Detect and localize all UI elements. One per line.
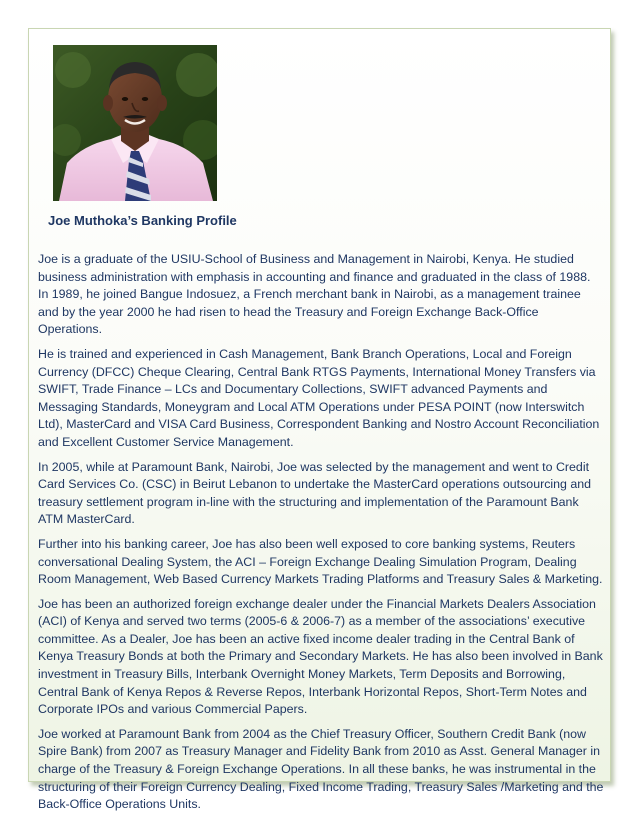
profile-photo xyxy=(53,45,217,201)
profile-title: Joe Muthoka’s Banking Profile xyxy=(48,213,237,228)
paragraph-training: He is trained and experienced in Cash Management, Bank Branch Operations, Local and Foreign Currency (DFCC) Cheque Clearing, Central Bank RTGS Payments, International Money Transfers via SWIFT, Trade Finance – LCs and Documentary Collections, SWIFT advanced Payments and Messaging Standards, Moneygram and Local ATM Operations under PESA POINT (now Interswitch Ltd), MasterCard and VISA Card Business, Correspondent Banking and Nostro Account Reconciliation and Excellent Customer Service Management. xyxy=(38,346,600,449)
profile-body xyxy=(38,251,604,821)
paragraph-dealer: Joe has been an authorized foreign exchange dealer under the Financial Markets Dealers Association (ACI) of Kenya and served two terms (2005-6 & 2006-7) as a member of the associations’ executive committee. As a Dealer, Joe has been an active fixed income dealer trading in the Central Bank of Kenya Treasury Bonds at both the Primary and Secondary Markets. He has also been involved in Bank investment in Treasury Bills, Interbank Overnight Money Markets, Term Deposits and Borrowing, Central Bank of Kenya Repos & Reverse Repos, Interbank Horizontal Repos, Short-Term Notes and Corporate IPOs and various Commercial Papers. xyxy=(38,596,603,717)
paragraph-systems: Further into his banking career, Joe has also been well exposed to core banking systems, Reuters conversational Dealing System, the ACI – Foreign Exchange Dealing Simulation Program, Dealing Room Management, Web Based Currency Markets Trading Platforms and Treasury Sales & Marketing. xyxy=(38,536,603,587)
portrait-illustration xyxy=(53,45,217,201)
profile-card xyxy=(28,28,611,812)
paragraph-career: Joe worked at Paramount Bank from 2004 as the Chief Treasury Officer, Southern Credit Bank (now Spire Bank) from 2007 as Treasury Manager and Fidelity Bank from 2010 as Asst. General Manager in charge of the Treasury & Foreign Exchange Operations. In all these banks, he was instrumental in the structuring of their Foreign Currency Dealing, Fixed Income Trading, Treasury Sales /Marketing and the Back-Office Operations Units. xyxy=(38,726,604,812)
paragraph-education: Joe is a graduate of the USIU-School of Business and Management in Nairobi, Kenya. He studied business administration with emphasis in accounting and finance and graduated in the class of 1988. In 1989, he joined Bangue Indosuez, a French merchant bank in Nairobi, as a management trainee and by the year 2000 he had risen to head the Treasury and Foreign Exchange Back-Office Operations. xyxy=(38,252,591,337)
paragraph-mastercard: In 2005, while at Paramount Bank, Nairobi, Joe was selected by the management and went to Credit Card Services Co. (CSC) in Beirut Lebanon to undertake the MasterCard operations outsourcing and treasury settlement program in-line with the structuring and implementation of the Paramount Bank ATM MasterCard. xyxy=(38,459,592,527)
